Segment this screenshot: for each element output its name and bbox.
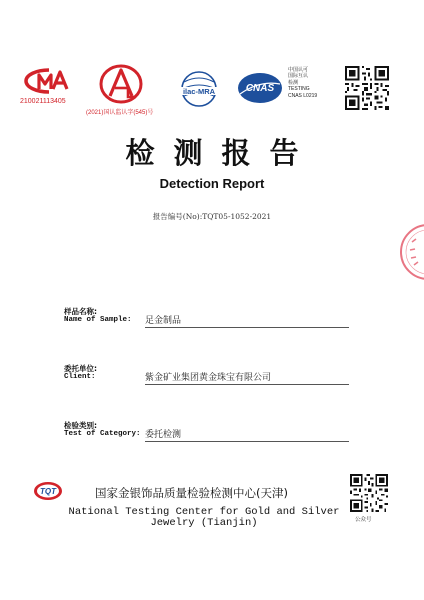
report-number: 报告编号(No):TQT05-1052-2021	[152, 212, 272, 221]
cnas-accreditation-text	[288, 67, 317, 99]
center-name-english: National Testing Center for Gold and Silver Jewelry (Tianjin)	[68, 506, 340, 529]
cnas-line: TESTING	[288, 86, 310, 93]
cal-logo	[98, 64, 144, 104]
wechat-label: 公众号	[355, 517, 372, 523]
sample-label-cn: 样品名称:	[64, 307, 97, 316]
qr-code-icon	[345, 66, 389, 110]
client-label	[64, 364, 97, 382]
wechat-qr-code-icon	[350, 474, 388, 512]
tqt-logo	[33, 481, 63, 501]
category-label-en: Test of Category:	[64, 430, 141, 438]
category-value: 委托检测	[145, 427, 349, 442]
svg-text:CNAS: CNAS	[245, 83, 275, 94]
svg-text:ilac-MRA: ilac-MRA	[182, 87, 216, 96]
category-label-cn: 检验类别:	[64, 421, 97, 430]
sample-label	[64, 307, 132, 325]
cnas-logo	[236, 70, 284, 106]
title-chinese: 检测报告	[125, 136, 318, 170]
client-label-en: Client:	[64, 373, 96, 381]
title-english: Detection Report	[159, 176, 265, 191]
red-seal-stamp	[398, 222, 424, 282]
sample-label-en: Name of Sample:	[64, 316, 132, 324]
client-value: 紫金矿业集团黄金珠宝有限公司	[145, 370, 349, 385]
cma-logo	[22, 66, 76, 96]
cnas-line: CNAS L0219	[288, 92, 318, 99]
category-label	[64, 421, 141, 439]
sample-value: 足金制品	[145, 313, 349, 328]
center-name-chinese: 国家金银饰品质量检验检测中心(天津)	[95, 486, 288, 500]
cma-code: 210021113405	[20, 98, 66, 105]
cal-code: (2021)国认监认字(545)号	[86, 110, 154, 116]
cnas-line: 检测	[288, 79, 299, 86]
cnas-line: 国际互认	[288, 73, 309, 80]
cnas-line: 中国认可	[288, 67, 309, 73]
ilac-mra-logo	[176, 70, 222, 108]
tqt-logo-text: TQT	[40, 487, 56, 496]
client-label-cn: 委托单位:	[64, 364, 97, 373]
